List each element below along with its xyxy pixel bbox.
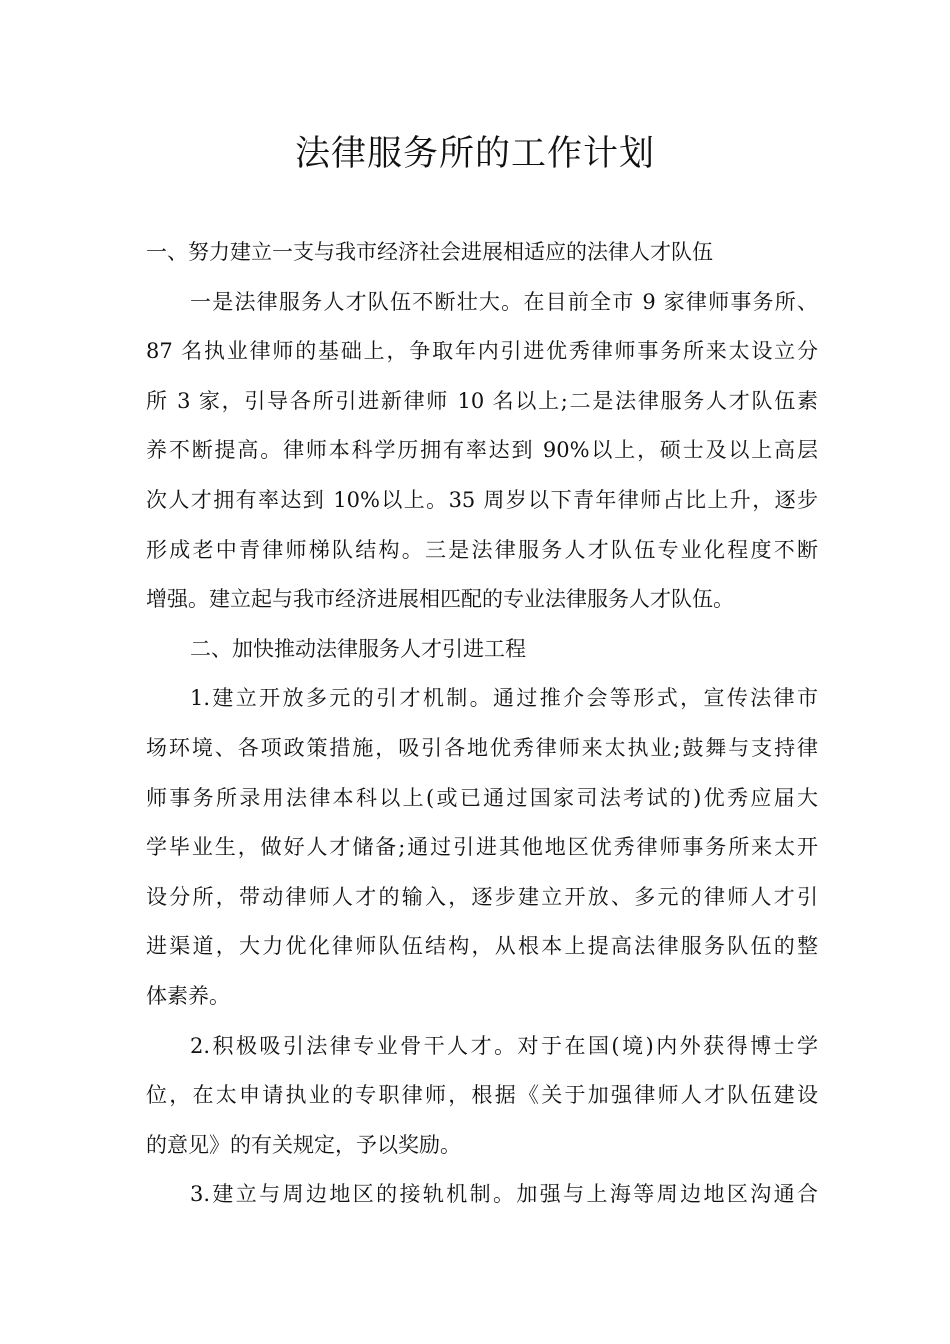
body-line: 3.建立与周边地区的接轨机制。加强与上海等周边地区沟通合	[190, 1182, 818, 1207]
body-line: 体素养。	[146, 983, 230, 1008]
body-line: 1.建立开放多元的引才机制。通过推介会等形式，宣传法律市	[190, 686, 818, 711]
body-line: 次人才拥有率达到 10%以上。35 周岁以下青年律师占比上升，逐步	[146, 487, 818, 512]
body-line: 学毕业生，做好人才储备;通过引进其他地区优秀律师事务所来太开	[146, 835, 818, 860]
body-line: 一是法律服务人才队伍不断壮大。在目前全市 9 家律师事务所、	[190, 289, 818, 314]
body-line: 87 名执业律师的基础上，争取年内引进优秀律师事务所来太设立分	[146, 339, 818, 364]
document-title: 法律服务所的工作计划	[294, 134, 655, 174]
body-line: 位，在太申请执业的专职律师，根据《关于加强律师人才队伍建设	[146, 1083, 818, 1108]
body-line: 进渠道，大力优化律师队伍结构，从根本上提高法律服务队伍的整	[146, 934, 818, 959]
body-line: 一、努力建立一支与我市经济社会进展相适应的法律人才队伍	[146, 240, 713, 264]
body-line: 师事务所录用法律本科以上(或已通过国家司法考试的)优秀应届大	[146, 785, 818, 810]
body-line: 2.积极吸引法律专业骨干人才。对于在国(境)内外获得博士学	[190, 1033, 818, 1058]
body-line: 设分所，带动律师人才的输入，逐步建立开放、多元的律师人才引	[146, 884, 818, 909]
document-body	[146, 228, 818, 1220]
body-line: 形成老中青律师梯队结构。三是法律服务人才队伍专业化程度不断	[146, 537, 818, 562]
body-line: 场环境、各项政策措施，吸引各地优秀律师来太执业;鼓舞与支持律	[146, 735, 818, 760]
body-line: 二、加快推动法律服务人才引进工程	[190, 636, 526, 661]
body-line: 所 3 家，引导各所引进新律师 10 名以上;二是法律服务人才队伍素	[146, 388, 818, 413]
body-line: 的意见》的有关规定，予以奖励。	[146, 1132, 461, 1157]
body-line: 增强。建立起与我市经济进展相匹配的专业法律服务人才队伍。	[146, 587, 734, 612]
body-line: 养不断提高。律师本科学历拥有率达到 90%以上，硕士及以上高层	[146, 438, 818, 463]
